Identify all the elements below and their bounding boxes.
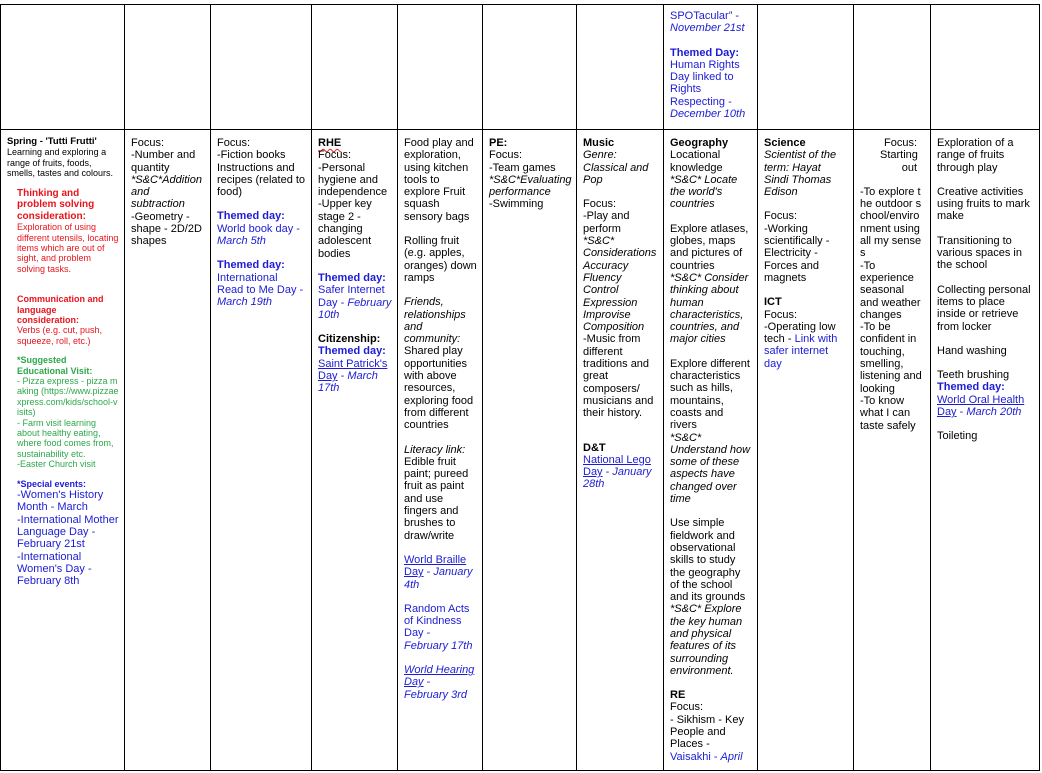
ict-heading: ICT [764,296,782,309]
citizenship-heading: Citizenship: [318,333,381,346]
world-braille-day-link[interactable]: World Braille Day [404,553,467,579]
thinking-heading: Thinking and problem solving consideration: [17,187,95,222]
music-focus: Focus: [583,198,617,211]
physical-cell: Food play and exploration, using kitchen tools to explore Fruit squash sensory bags Rolling fruit (e.g. apples, oranges) down ramps Friends, relationships and community: Shared play opportunities with above resources, exploring food from different countries Literacy link: Edible fruit paint; pureed fruit as paint and use fingers and brushes to draw/write World Braille Day - January 4th Random Acts of Kindness Day - February 17th World Hearing Day - February 3rd [398,130,483,770]
dt-date: January 28th [583,466,652,491]
themed-day-label: Themed day: [217,210,285,223]
spotacular-date: November 21st [670,22,745,35]
rhe-heading: RHE [318,137,342,149]
event-item: -International Mother Language Day - February 21st [17,513,119,551]
top-cell-10 [931,5,1041,129]
personal-text: Teeth brushing [937,369,1010,382]
maths-line: -Geometry - shape - 2D/2D shapes [131,210,202,248]
safer-internet-link: Link with safer internet day [764,333,838,370]
geography-line: Use simple fieldwork and observational skills to study the geography of the school and its grounds [670,517,746,604]
top-cell-2 [211,5,312,129]
physical-text: Food play and exploration, using kitchen tools to explore Fruit squash sensory bags [404,137,474,223]
friends-label: Friends, relationships and community: [404,296,466,346]
geography-cell [664,130,758,770]
pe-cell [483,130,577,770]
geography-line: Locational knowledge [670,149,723,174]
geography-sc: *S&C* Locate the world's countries [670,173,738,211]
themed-day-date: February 10th [318,296,392,321]
top-cell-1 [125,5,211,129]
geography-line: Explore different characteristics such as hills, mountains, coasts and rivers [670,357,750,432]
visit-heading: *Suggested Educational Visit: [17,355,93,376]
top-cell-8 [758,5,854,129]
saint-patricks-link[interactable]: Saint Patrick's Day [318,357,388,383]
friends-text: Shared play opportunities with above resources, exploring food from different countries [404,345,474,432]
rhe-line: -Upper key stage 2 - changing adolescent bodies [318,198,372,260]
science-cell [758,130,854,770]
table-row-top [1,5,1039,130]
scientist-of-term: Scientist of the term: Hayat Sindi Thomas Edison [764,149,837,199]
themed-day-date: March 5th [217,235,266,248]
pe-sc: *S&C*Evaluating performance [489,173,572,199]
communication-heading: Communication and language consideration: [17,294,104,325]
literacy-text: Edible fruit paint; pureed fruit as paint and use fingers and brushes to draw/write [404,455,469,542]
pe-line: -Team games [489,161,556,174]
personal-text: Exploration of a range of fruits through play [937,137,1014,174]
ict-focus: Focus: [764,308,798,321]
visit-item: - Farm visit learning about healthy eating, where food comes from, sustainability etc. [17,417,114,459]
re-date: April [720,750,743,763]
top-cell-9 [854,5,931,129]
table-row-main [1,130,1039,770]
visit-item: -Easter Church visit [17,459,96,470]
top-cell-4 [398,5,483,129]
themed-day-text: Safer Internet Day - [318,284,385,309]
english-cell [211,130,312,770]
hearing-date: February 3rd [404,688,467,701]
rhe-cell: RHE Focus: -Personal hygiene and independence -Upper key stage 2 - changing adolescent bodies Themed day: Safer Internet Day - February 10th Citizenship: Themed day: Saint Patrick's Day - March 17th [312,130,398,770]
english-line: -Fiction books Instructions and recipes (related to food) [217,149,306,199]
themed-day-text: Human Rights Day linked to Rights Respecting - [670,58,740,108]
personal-cell: Exploration of a range of fruits through play Creative activities using fruits to mark make Transitioning to various spaces in the school Collecting personal items to place inside or retrieve from locker Hand washing Teeth brushing Themed day: World Oral Health Day - March 20th Toileting [931,130,1041,770]
themed-day-date: March 20th [966,406,1022,419]
themed-day-date: December 10th [670,108,746,121]
re-line: - Sikhism - Key People and Places - [670,713,744,751]
themed-day-label: Themed day: [217,259,285,272]
thinking-text: Exploration of using different utensils, locating items which are out of sight, and problem solving tasks. [17,222,119,274]
science-focus: Focus: [764,210,798,223]
thinking-section [7,188,119,347]
communication-text: Verbs (e.g. cut, push, squeeze, roll, etc.) [17,325,103,346]
maths-line: -Number and quantity [131,149,196,174]
music-genre: Genre: Classical and Pop [583,149,649,186]
outdoor-cell [854,130,931,770]
personal-text: Hand washing [937,344,1007,357]
top-cell-geography-events [664,5,758,129]
science-heading: Science [764,137,806,149]
outdoor-item: -To explore the outdoor school/environment using all my senses [860,185,922,260]
visit-item: - Pizza express - pizza making (https://www.pizzaexpress.com/kids/school-visits) [17,376,119,418]
personal-text: Creative activities using fruits to mark make [937,185,1030,223]
world-oral-health-day-link[interactable]: World Oral Health Day [937,393,1025,419]
braille-date: January 4th [404,566,473,591]
kindness-text: Random Acts of Kindness Day - [404,602,470,640]
music-cell: Music Genre: Classical and Pop Focus: -Play and perform *S&C* Considerations Accuracy Fluency Control Expression Improvise Composition -Music from different traditions and great composers/ musicians and their history. D&T National Lego Day - January 28th [577,130,664,770]
rhe-focus: Focus: [318,149,352,162]
kindness-date: February 17th [404,639,473,652]
music-heading: Music [583,137,615,149]
top-cell-5 [483,5,577,129]
curriculum-table [0,4,1040,771]
themed-day-label: Themed day: [318,271,386,284]
re-heading: RE [670,689,686,702]
world-hearing-day-link[interactable]: World Hearing Day [404,663,475,689]
themed-day-label: Themed Day: [670,46,740,59]
geography-sc: *S&C* Consider thinking about human characteristics, countries, and major cities [670,271,749,346]
music-line: -Music from different traditions and great composers/ musicians and their history. [583,333,654,420]
national-lego-day-link[interactable]: National Lego Day [583,453,651,479]
geography-sc: *S&C* Understand how some of these aspects have changed over time [670,431,751,506]
outdoor-item: -To be confident in touching, smelling, listening and looking [860,321,922,395]
themed-day-date: March 17th [318,370,378,395]
ict-line: -Operating low tech - [764,320,836,346]
events-heading: *Special events: [17,478,87,489]
pe-line: -Swimming [489,198,544,211]
themed-day-label: Themed day: [937,381,1005,394]
event-item: -International Women's Day - February 8th [17,550,92,588]
geography-sc: *S&C* Explore the key human and physical features of its surrounding environment. [670,603,743,677]
themed-day-date: March 19th [217,296,273,309]
visit-section [7,355,119,469]
pe-focus: Focus: [489,149,523,162]
physical-text: Rolling fruit (e.g. apples, oranges) down ramps [404,235,477,284]
maths-cell [125,130,211,770]
outdoor-item: -To know what I can taste safely [860,394,916,432]
event-item: -Women's History Month - March [17,489,104,514]
rhe-line: -Personal hygiene and independence [318,161,388,199]
outdoor-heading: Focus: Starting out [880,137,918,174]
themed-day-text: World book day - [217,222,300,235]
term-title: Spring - 'Tutti Frutti' [7,136,97,147]
themed-day-label: Themed day: [318,345,386,358]
science-items: -Working scientifically -Electricity -Forces and magnets [764,222,830,284]
dt-heading: D&T [583,441,606,454]
english-focus: Focus: [217,137,251,149]
re-focus: Focus: [670,701,704,714]
music-sc: *S&C* Considerations Accuracy Fluency Control Expression Improvise Composition [583,235,657,334]
spotacular-text: SPOTacular” - [670,10,740,22]
outdoor-item: -To experience seasonal and weather changes [860,259,921,321]
re-event: Vaisakhi - [670,750,718,763]
music-line: -Play and perform [583,210,630,235]
themed-day-text: International Read to Me Day - [217,271,304,296]
overview-cell [1,130,125,770]
top-cell-6 [577,5,664,129]
personal-text: Transitioning to various spaces in the school [937,234,1022,272]
personal-text: Toileting [937,430,978,443]
literacy-label: Literacy link: [404,443,466,456]
geography-heading: Geography [670,137,729,149]
top-cell-3 [312,5,398,129]
events-section [7,479,119,588]
pe-heading: PE: [489,137,508,149]
personal-text: Collecting personal items to place inside or retrieve from locker [937,283,1031,333]
geography-line: Explore atlases, globes, maps and pictures of countries [670,222,749,272]
maths-focus: Focus: [131,137,165,149]
maths-sc: *S&C*Addition and subtraction [131,173,202,211]
term-description: Learning and exploring a range of fruits, foods, smells, tastes and colours. [7,147,114,179]
top-cell-0 [1,5,125,129]
